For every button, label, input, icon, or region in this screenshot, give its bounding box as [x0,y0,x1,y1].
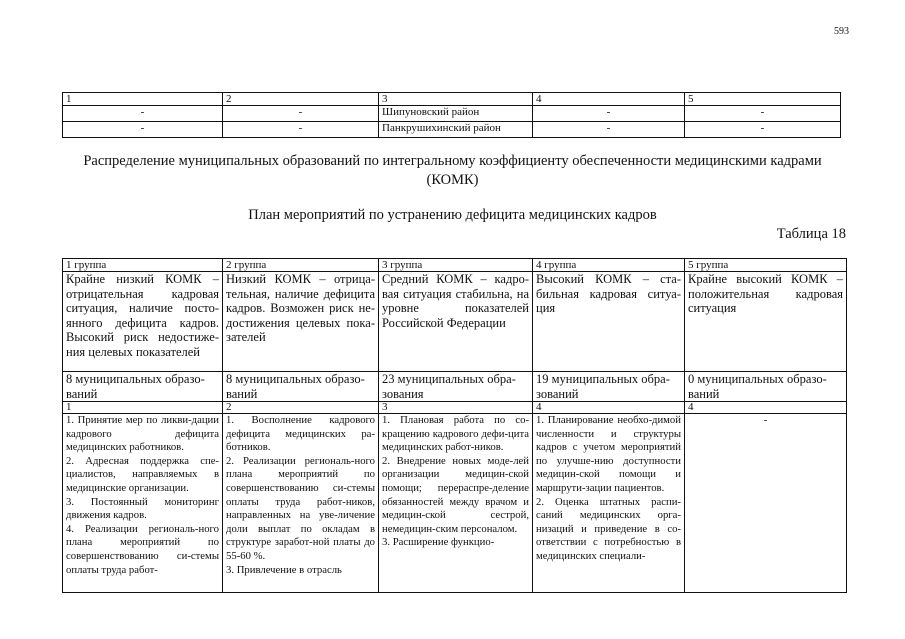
measure-item: - [763,414,768,426]
action-plan-table [62,258,847,593]
distribution-heading [40,152,865,190]
continuation-table-cell: - [63,106,223,122]
continuation-table-row [63,106,841,122]
group-header-cell: 4 группа [533,259,685,272]
measures-cell [685,414,847,593]
measure-item: 3. Расширение функцио- [382,536,495,549]
page-number: 593 [834,26,849,37]
group-description-cell: Низкий КОМК – отрица-тельная, наличие дефицита кадров. Возможен риск не-достижения целевых пока-зателей [223,272,379,372]
group-description-cell: Крайне высокий КОМК – положительная кадровая ситуация [685,272,847,372]
measure-item: 3. Привлечение в отрасль [226,563,342,576]
municipality-count-cell: 0 муниципальных образо-ваний [685,372,847,402]
group-header-cell: 3 группа [379,259,533,272]
measure-item: 2. Адресная поддержка спе-циалистов, направляемых в медицинские организации. [66,454,219,494]
measure-item: 2. Оценка штатных распи-саний медицинских орга-низаций и приведение в со-ответствии с потребностью в медицинских специали- [536,495,681,562]
continuation-table-cell: - [533,122,685,138]
municipality-count-row [63,372,847,402]
municipality-count-cell: 23 муниципальных обра-зования [379,372,533,402]
measure-item: 1. Принятие мер по ликви-дации кадрового дефицита медицинских работников. [66,414,219,454]
measures-cell [379,414,533,593]
column-number-cell: 4 [533,402,685,414]
measures-cell [63,414,223,593]
measure-item: 2. Реализации региональ-ного плана мероприятий по совершенствованию си-стемы оплаты труда работ-ников, направленных на уве-личение доли выплат по окладам в структуре заработ-ной платы до 55-60 %. [226,454,375,562]
continuation-table-cell: Панкрушихинский район [379,122,533,138]
distribution-heading-line-2: (КОМК) [426,172,479,188]
continuation-column-number: 2 [223,93,379,106]
group-description-cell: Крайне низкий КОМК – отрицательная кадровая ситуация, наличие посто-янного дефицита кадров. Высокий риск недостиже-ния целевых показателей [63,272,223,372]
continuation-table-header-row [63,93,841,106]
group-description-cell: Высокий КОМК – ста-бильная кадровая ситуа-ция [533,272,685,372]
action-plan-heading: План мероприятий по устранению дефицита медицинских кадров [248,207,657,223]
group-header-cell: 2 группа [223,259,379,272]
measure-item: 4. Реализации региональ-ного плана мероприятий по совершенствованию си-стемы оплаты труда работ- [66,522,219,576]
distribution-heading-line-1: Распределение муниципальных образований по интегральному коэффициенту обеспеченности медицинскими кадрами [83,153,822,169]
column-number-cell: 4 [685,402,847,414]
continuation-table-cell: - [685,122,841,138]
continuation-column-number: 1 [63,93,223,106]
continuation-column-number: 5 [685,93,841,106]
continuation-table-cell: - [533,106,685,122]
group-header-cell: 1 группа [63,259,223,272]
column-number-cell: 3 [379,402,533,414]
continuation-column-number: 3 [379,93,533,106]
continuation-table-row [63,122,841,138]
measures-cell [223,414,379,593]
group-header-row [63,259,847,272]
group-description-row [63,272,847,372]
measure-item: 1. Планирование необхо-димой численности и структуры кадров с учетом мероприятий по улучше-нию доступности медицин-ской помощи и маршрути-зации пациентов. [536,414,681,494]
continuation-table-cell: - [63,122,223,138]
continuation-column-number: 4 [533,93,685,106]
continuation-table [62,92,841,138]
measures-cell [533,414,685,593]
column-numbering-row [63,402,847,414]
group-description-cell: Средний КОМК – кадро-вая ситуация стабильна, на уровне показателей Российской Федерации [379,272,533,372]
measure-item: 2. Внедрение новых моде-лей организации медицин-ской помощи; перераспре-деление обязанностей между врачом и медицин-ской сестрой, немедицин-ским персоналом. [382,454,529,535]
continuation-table-cell: - [223,106,379,122]
table-caption: Таблица 18 [776,226,846,242]
group-header-cell: 5 группа [685,259,847,272]
measure-item: 1. Восполнение кадрового дефицита медицинских ра-ботников. [226,414,375,454]
continuation-table-cell: - [685,106,841,122]
municipality-count-cell: 19 муниципальных обра-зований [533,372,685,402]
municipality-count-cell: 8 муниципальных образо-ваний [223,372,379,402]
continuation-table-cell: - [223,122,379,138]
measures-row [63,414,847,593]
continuation-table-cell: Шипуновский район [379,106,533,122]
column-number-cell: 2 [223,402,379,414]
measure-item: 1. Плановая работа по со-кращению кадрового дефи-цита медицинских работ-ников. [382,414,529,454]
measure-item: 3. Постоянный мониторинг движения кадров. [66,495,219,522]
municipality-count-cell: 8 муниципальных образо-ваний [63,372,223,402]
column-number-cell: 1 [63,402,223,414]
